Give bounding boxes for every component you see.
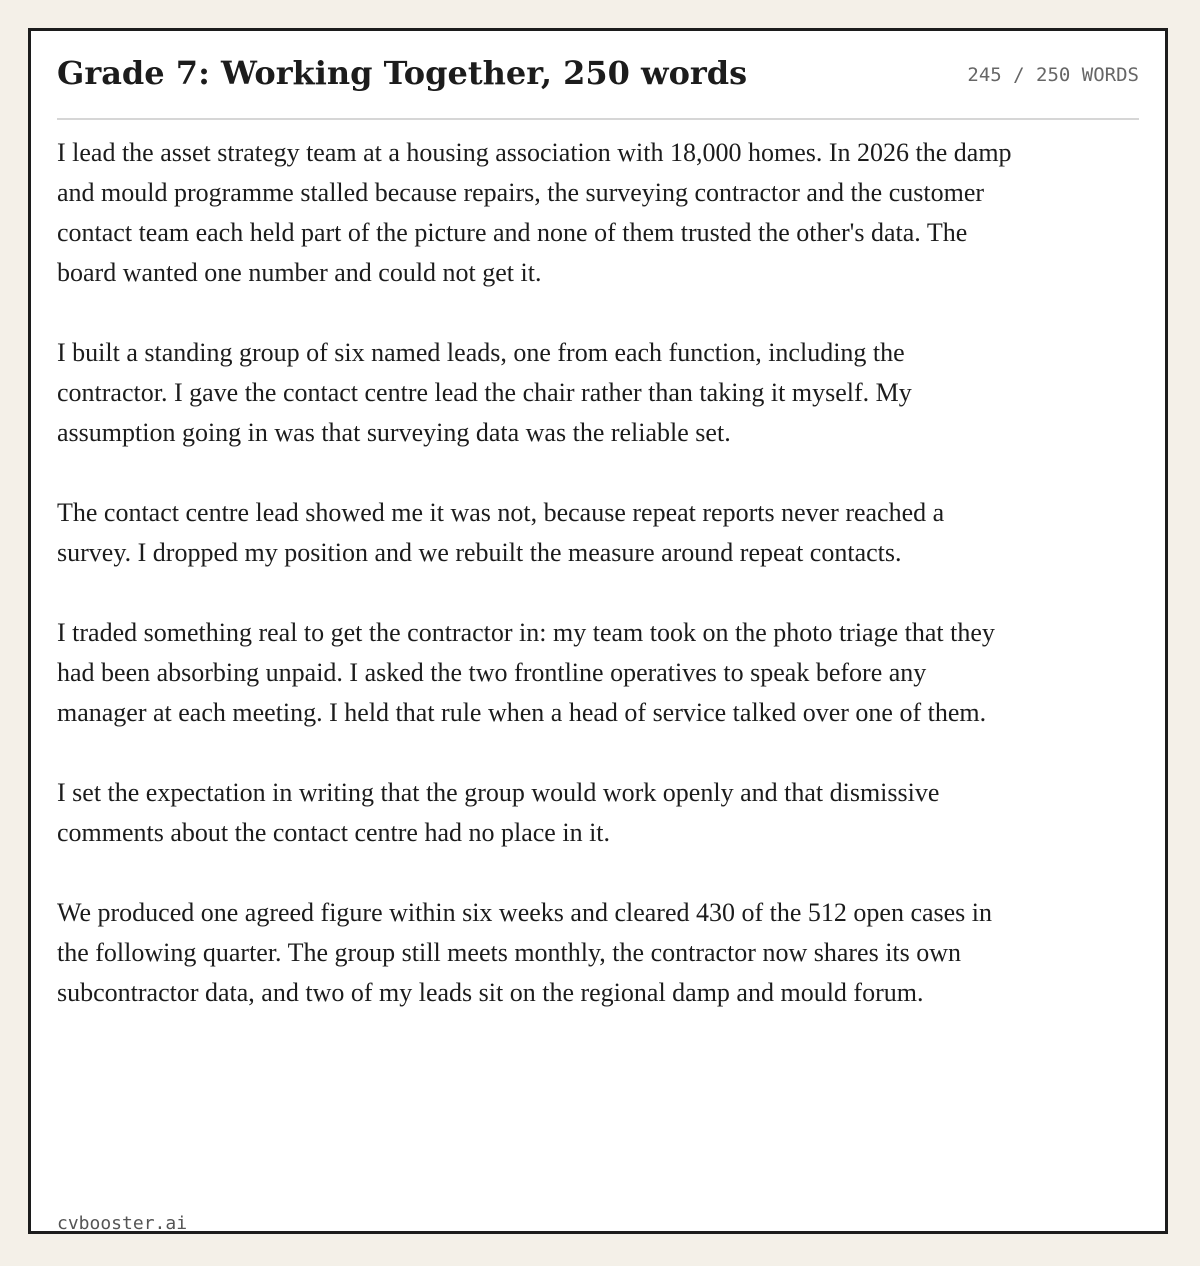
statement-body [57,133,1017,1053]
paragraph: I traded something real to get the contractor in: my team took on the photo triage that they had been absorbing unpaid. I asked the two frontline operatives to speak before any manager at each meeting. I held that rule when a head of service talked over one of them. [57,618,995,727]
page-title: Grade 7: Working Together, 250 words [57,54,748,92]
word-count: 245 / 250 WORDS [967,64,1139,86]
statement-card [28,28,1168,1234]
card-header [57,31,1139,120]
footer-brand: cvbooster.ai [57,1213,188,1234]
paragraph: The contact centre lead showed me it was not, because repeat reports never reached a survey. I dropped my position and we rebuilt the measure around repeat contacts. [57,498,945,567]
paragraph: I set the expectation in writing that the group would work openly and that dismissive comments about the contact centre had no place in it. [57,778,940,847]
paragraph: I lead the asset strategy team at a housing association with 18,000 homes. In 2026 the damp and mould programme stalled because repairs, the surveying contractor and the customer contact team each held part of the picture and none of them trusted the other's data. The board wanted one number and could not get it. [57,138,1012,287]
paragraph: We produced one agreed figure within six weeks and cleared 430 of the 512 open cases in the following quarter. The group still meets monthly, the contractor now shares its own subcontractor data, and two of my leads sit on the regional damp and mould forum. [57,898,993,1007]
paragraph: I built a standing group of six named leads, one from each function, including the contractor. I gave the contact centre lead the chair rather than taking it myself. My assumption going in was that surveying data was the reliable set. [57,338,912,447]
